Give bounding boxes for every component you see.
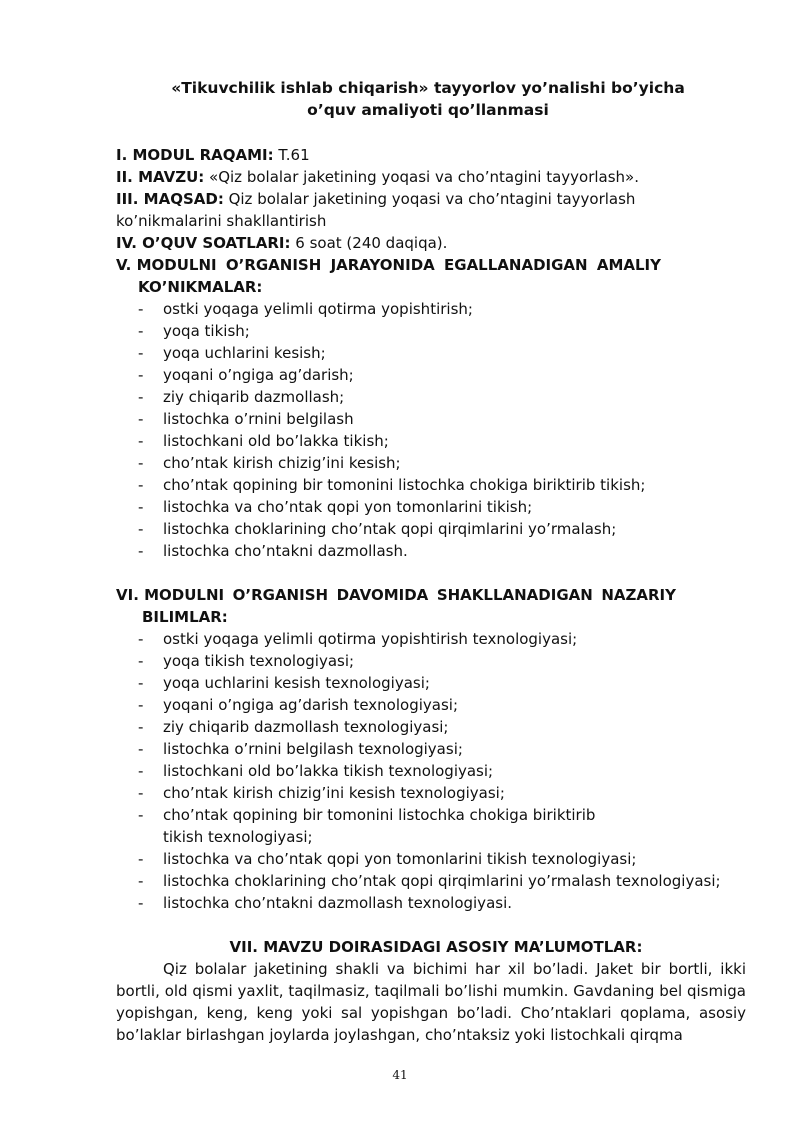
list-item: - ostki yoqaga yelimli qotirma yopishtirish texnologiyasi; [138,628,746,650]
list-item: - ziy chiqarib dazmollash texnologiyasi; [138,716,746,738]
knowledge-list [116,628,746,914]
section-6-heading-line-2: BILIMLAR: [142,608,228,626]
heading-word: V. MODULNI [116,256,217,274]
list-item: - ziy chiqarib dazmollash; [138,386,746,408]
list-item: - listochka cho’ntakni dazmollash texnologiyasi. [138,892,746,914]
list-item: - listochka cho’ntakni dazmollash. [138,540,746,562]
list-item: - listochka choklarining cho’ntak qopi qirqimlarini yo’rmalash texnologiyasi; [138,870,746,892]
heading-word: JARAYONIDA [330,256,435,274]
list-item: - ostki yoqaga yelimli qotirma yopishtirish; [138,298,746,320]
list-item: - listochka o’rnini belgilash [138,408,746,430]
list-item: - listochka va cho’ntak qopi yon tomonlarini tikish; [138,496,746,518]
section-6-heading [116,584,676,606]
heading-word: SHAKLLANADIGAN [436,586,593,604]
title-line-2: o’quv amaliyoti qo’llanmasi [307,101,549,119]
list-item: - listochka choklarining cho’ntak qopi qirqimlarini yo’rmalash; [138,518,746,540]
hours-value: 6 soat (240 daqiqa). [290,234,448,252]
list-item: - yoqa uchlarini kesish; [138,342,746,364]
list-item: - cho’ntak qopining bir tomonini listochka chokiga biriktirib tikish; [138,474,746,496]
module-number-label: I. MODUL RAQAMI: [116,146,274,164]
module-meta [116,144,746,254]
heading-word: NAZARIY [601,586,676,604]
module-number-line [116,144,746,166]
list-item: - yoqani o’ngiga ag’darish; [138,364,746,386]
list-item: - listochka va cho’ntak qopi yon tomonlarini tikish texnologiyasi; [138,848,746,870]
heading-word: VI. MODULNI [116,586,225,604]
list-item: - listochkani old bo’lakka tikish; [138,430,746,452]
topic-value: «Qiz bolalar jaketining yoqasi va cho’ntagini tayyorlash». [204,168,640,186]
topic-label: II. MAVZU: [116,168,205,186]
section-5-heading-line-2: KO’NIKMALAR: [138,278,263,296]
body-paragraph: Qiz bolalar jaketining shakli va bichimi har xil bo’ladi. Jaket bir bortli, ikki bortli, old qismi yaxlit, taqilmasiz, taqilmali bo’lishi mumkin. Gavdaning bel qismiga yopishgan, keng, keng yoki sal yopishgan bo’ladi. Cho’ntaklari qoplama, asosiy bo’laklar birlashgan joylarda joylashgan, cho’ntaksiz yoki listochkali qirqma [116,960,746,1044]
goal-line [116,188,636,232]
hours-line [116,232,746,254]
heading-word: O’RGANISH [232,586,329,604]
list-item: - yoqani o’ngiga ag’darish texnologiyasi; [138,694,746,716]
skills-list [116,298,746,562]
goal-value: Qiz bolalar jaketining yoqasi va cho’ntagini tayyorlash ko’nikmalarini shakllantirish [116,190,636,230]
page-number: 41 [392,1068,408,1082]
spacer [116,914,746,936]
topic-line [116,166,746,188]
list-item: - cho’ntak kirish chizig’ini kesish texnologiyasi; [138,782,746,804]
hours-label: IV. O’QUV SOATLARI: [116,234,291,252]
list-item: - yoqa tikish; [138,320,746,342]
heading-word: DAVOMIDA [336,586,429,604]
list-item: - listochka o’rnini belgilash texnologiyasi; [138,738,746,760]
list-item: - yoqa uchlarini kesish texnologiyasi; [138,672,746,694]
section-5-heading [116,254,661,276]
module-number-value: T.61 [273,146,310,164]
heading-word: AMALIY [596,256,661,274]
document-body [116,144,746,1046]
heading-word: EGALLANADIGAN [444,256,588,274]
list-item: - cho’ntak qopining bir tomonini listochka chokiga biriktirib tikish texnologiyasi; [138,804,633,848]
section-7-heading: VII. MAVZU DOIRASIDAGI ASOSIY MA’LUMOTLAR: [229,938,643,956]
goal-label: III. MAQSAD: [116,190,224,208]
list-item: - cho’ntak kirish chizig’ini kesish; [138,452,746,474]
list-item: - yoqa tikish texnologiyasi; [138,650,746,672]
document-title [0,77,800,121]
heading-word: O’RGANISH [225,256,322,274]
title-line-1: «Tikuvchilik ishlab chiqarish» tayyorlov yo’nalishi bo’yicha [171,79,685,97]
list-item: - listochkani old bo’lakka tikish texnologiyasi; [138,760,746,782]
spacer [116,562,746,584]
